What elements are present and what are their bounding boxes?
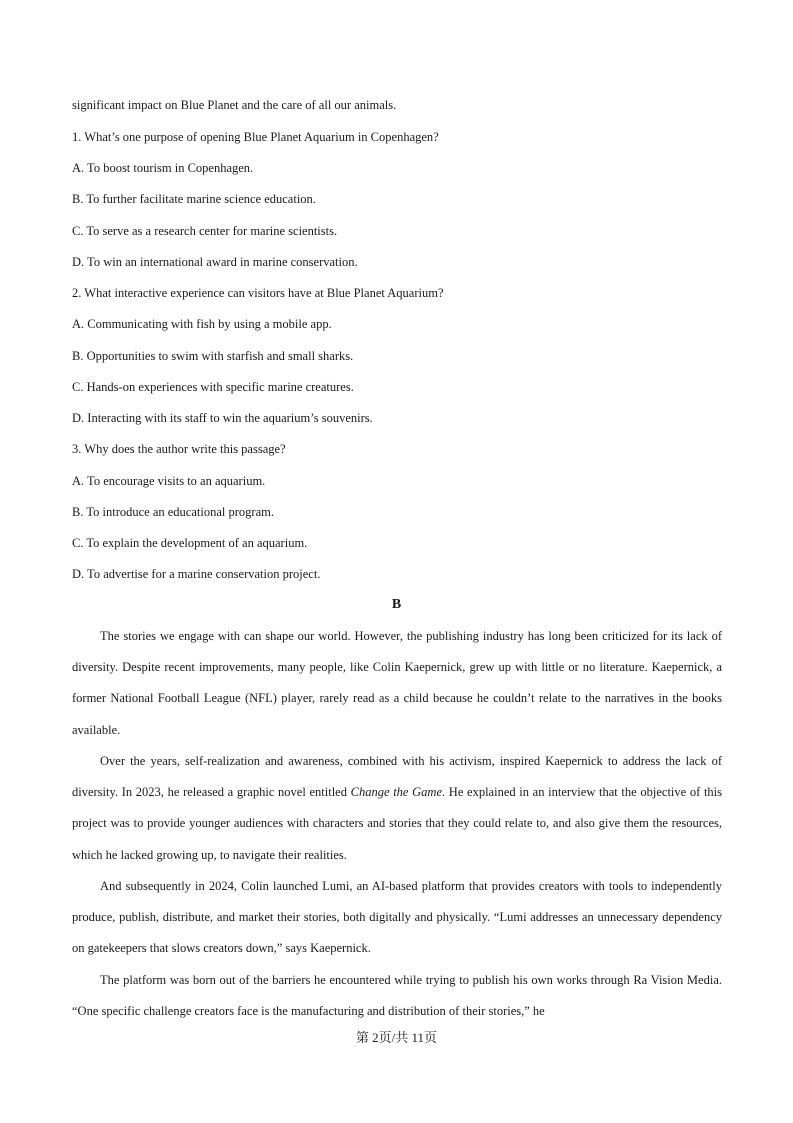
paragraph-2-text-end: . He explained in an interview that the objective of this project was to provide younger audiences with characters and stories that they could relate to, and also give them the resources, which he lacked growing up, to navigate their realities.	[72, 785, 722, 862]
intro-tail-text: significant impact on Blue Planet and the care of all our animals.	[72, 98, 397, 112]
question-3-option-b: B. To introduce an educational program.	[72, 505, 274, 519]
novel-title: Change the Game	[350, 785, 442, 800]
question-3-option-c: C. To explain the development of an aquarium.	[72, 536, 308, 550]
question-1-option-c: C. To serve as a research center for marine scientists.	[72, 224, 338, 238]
question-1-stem: 1. What’s one purpose of opening Blue Planet Aquarium in Copenhagen?	[72, 130, 439, 144]
section-b-paragraph-2	[72, 746, 722, 871]
section-b-title: B	[391, 597, 402, 612]
paragraph-2-text-start: Over the years, self-realization and awareness, combined with his activism, inspired Kaepernick to address the lack of diversity. In 2023, he released a graphic novel entitled	[72, 754, 722, 800]
question-2-stem: 2. What interactive experience can visitors have at Blue Planet Aquarium?	[72, 286, 444, 300]
question-3-option-a: A. To encourage visits to an aquarium.	[72, 474, 266, 488]
question-2-option-c: C. Hands-on experiences with specific marine creatures.	[72, 380, 354, 394]
question-1-option-b: B. To further facilitate marine science education.	[72, 192, 316, 206]
section-b-paragraph-3: And subsequently in 2024, Colin launched Lumi, an AI-based platform that provides creators with tools to independently produce, publish, distribute, and market their stories, both digitally and physically. “Lumi addresses an unnecessary dependency on gatekeepers that slows creators down,” says Kaepernick.	[72, 879, 722, 956]
question-1-option-d: D. To win an international award in marine conservation.	[72, 255, 358, 269]
question-2-option-a: A. Communicating with fish by using a mobile app.	[72, 317, 332, 331]
question-1-option-a: A. To boost tourism in Copenhagen.	[72, 161, 254, 175]
question-2-option-b: B. Opportunities to swim with starfish and small sharks.	[72, 349, 354, 363]
page-number-footer: 第 2页/共 11页	[355, 1030, 438, 1045]
question-3-stem: 3. Why does the author write this passage?	[72, 442, 286, 456]
section-b-paragraph-4: The platform was born out of the barriers he encountered while trying to publish his own works through Ra Vision Media. “One specific challenge creators face is the manufacturing and distribution of their stories,” he	[72, 973, 722, 1019]
section-b-paragraph-1: The stories we engage with can shape our world. However, the publishing industry has long been criticized for its lack of diversity. Despite recent improvements, many people, like Colin Kaepernick, grew up with little or no literature. Kaepernick, a former National Football League (NFL) player, rarely read as a child because he couldn’t relate to the narratives in the books available.	[72, 629, 722, 737]
question-2-option-d: D. Interacting with its staff to win the aquarium’s souvenirs.	[72, 411, 373, 425]
question-3-option-d: D. To advertise for a marine conservation project.	[72, 567, 321, 581]
